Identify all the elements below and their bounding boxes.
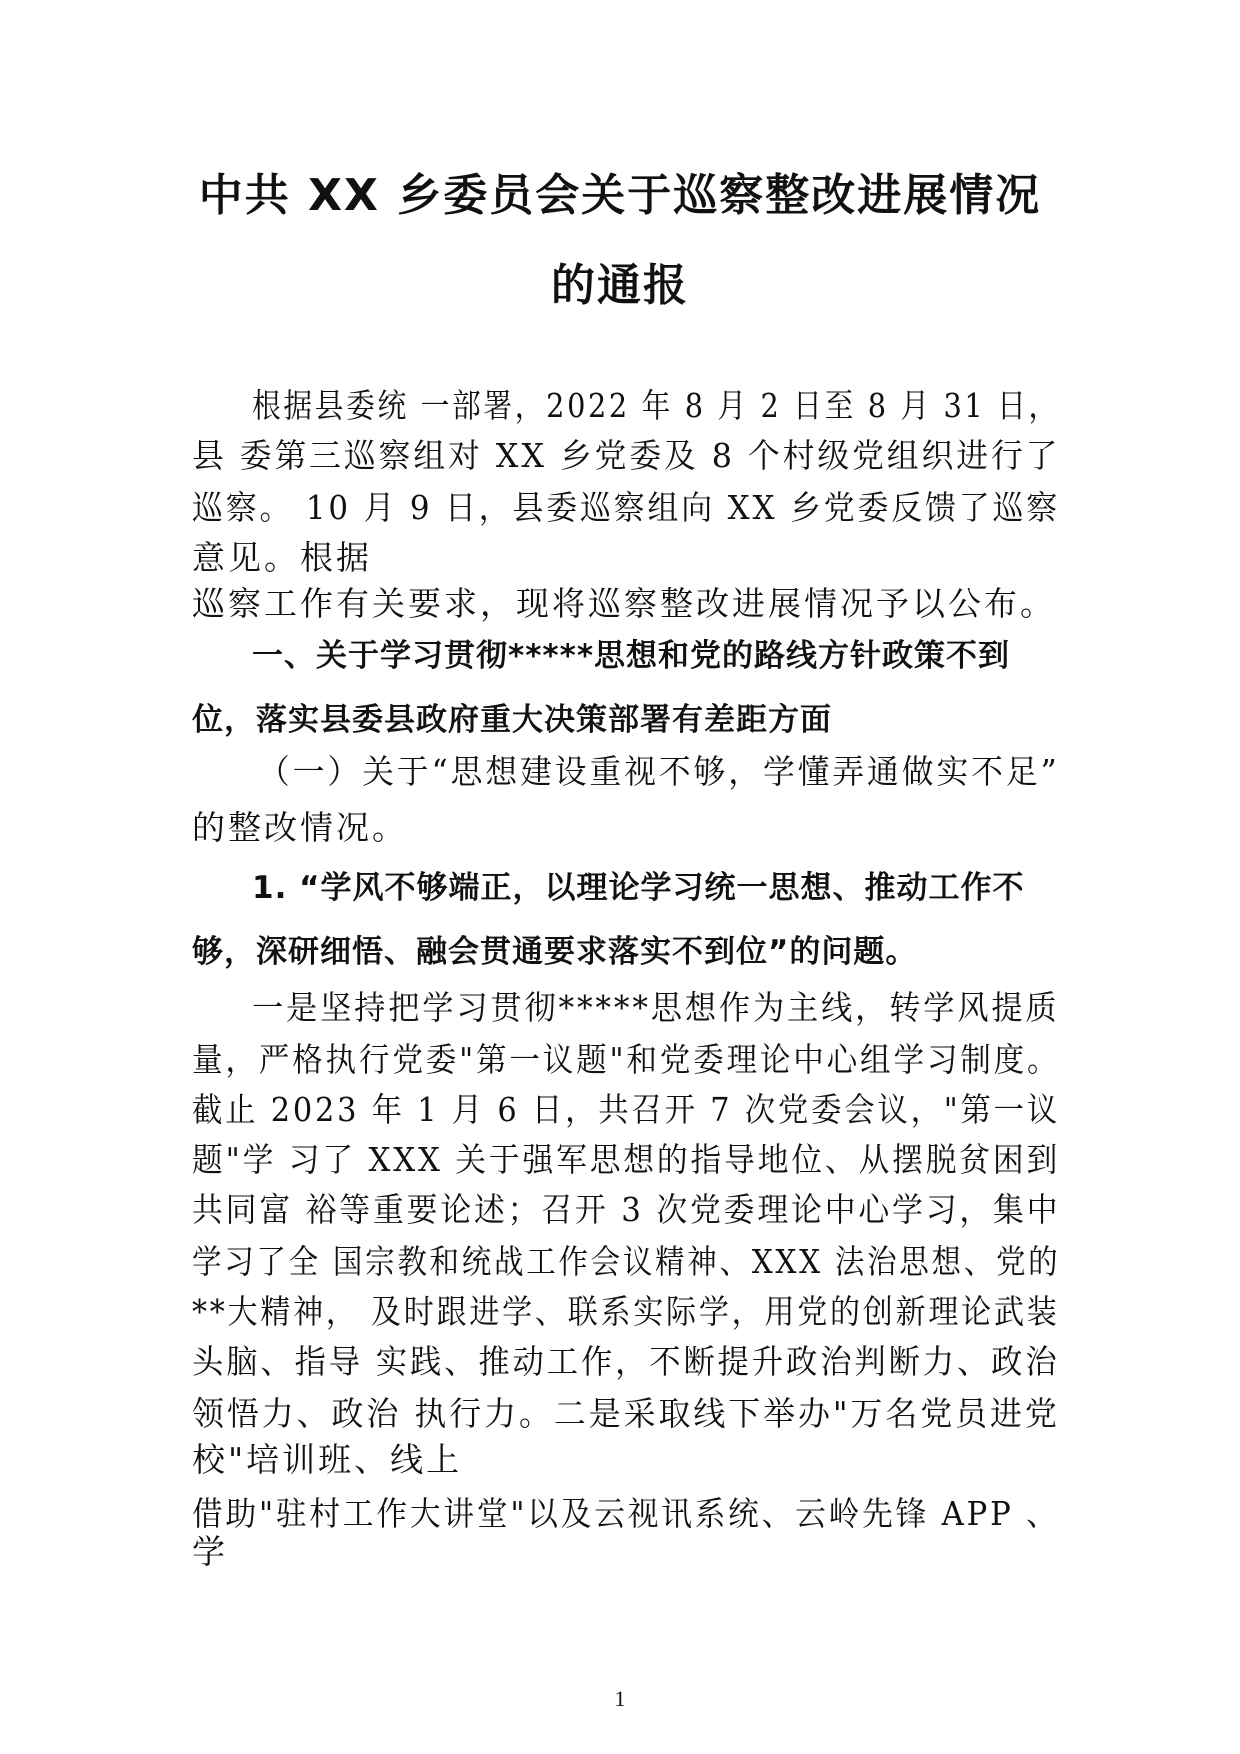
section-heading-1-line-1: 一、关于学习贯彻*****思想和党的路线方针政策不到 [252, 638, 1011, 674]
section-heading-1-line-2: 位，落实县委县政府重大决策部署有差距方面 [192, 702, 832, 738]
item-1-heading-line-2: 够，深研细悟、融会贯通要求落实不到位”的问题。 [192, 934, 918, 970]
body-line-11: 借助"驻村工作大讲堂"以及云视讯系统、云岭先锋 APP 、 [192, 1494, 1060, 1533]
document-title-line-2: 的通报 [551, 260, 689, 311]
intro-line-1: 根据县委统 一部署，2022 年 8 月 2 日至 8 月 31 日， [252, 386, 1060, 425]
intro-line-3: 巡察。 10 月 9 日，县委巡察组向 XX 乡党委反馈了巡察 [192, 488, 1060, 527]
body-line-3: 截止 2023 年 1 月 6 日，共召开 7 次党委会议，"第一议 [192, 1090, 1061, 1129]
body-line-9: 领悟力、政治 执行力。二是采取线下举办"万名党员进党 [192, 1394, 1060, 1433]
body-line-4: 题"学 习了 XXX 关于强军思想的指导地位、从摆脱贫困到 [192, 1140, 1061, 1179]
body-line-1: 一是坚持把学习贯彻*****思想作为主线，转学风提质 [252, 988, 1060, 1027]
document-title-line-1: 中共 XX 乡委员会关于巡察整改进展情况 [198, 170, 1042, 221]
body-line-10: 校"培训班、线上 [192, 1440, 463, 1479]
item-1-heading-line-1: 1. “学风不够端正，以理论学习统一思想、推动工作不 [252, 870, 1025, 906]
body-line-2: 量，严格执行党委"第一议题"和党委理论中心组学习制度。 [192, 1040, 1061, 1079]
subsection-1-line-1: （一）关于“思想建设重视不够，学懂弄通做实不足” [258, 752, 1060, 791]
intro-line-5: 巡察工作有关要求，现将巡察整改进展情况予以公布。 [192, 584, 1056, 623]
body-line-7: **大精神， 及时跟进学、联系实际学，用党的创新理论武装 [192, 1292, 1060, 1331]
intro-line-2: 县 委第三巡察组对 XX 乡党委及 8 个村级党组织进行了 [192, 436, 1061, 475]
body-line-6: 学习了全 国宗教和统战工作会议精神、XXX 法治思想、党的 [192, 1242, 1061, 1281]
body-line-12: 学 [192, 1532, 228, 1571]
page-number: 1 [614, 1686, 626, 1711]
body-line-5: 共同富 裕等重要论述；召开 3 次党委理论中心学习，集中 [192, 1190, 1061, 1229]
subsection-1-line-2: 的整改情况。 [192, 808, 408, 847]
body-line-8: 头脑、指导 实践、推动工作，不断提升政治判断力、政治 [192, 1342, 1060, 1381]
intro-line-4: 意见。根据 [192, 538, 372, 577]
